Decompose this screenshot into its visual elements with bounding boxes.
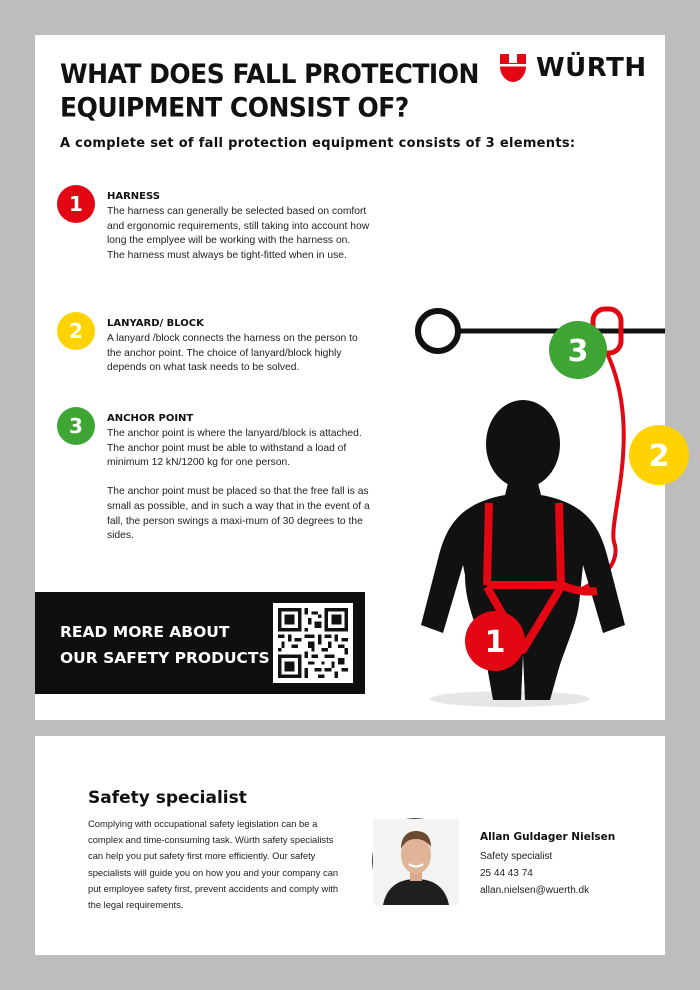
badge-3: 3 <box>567 334 589 369</box>
wurth-logo-icon <box>498 52 528 84</box>
element-title: LANYARD/ BLOCK <box>107 318 204 329</box>
contact-name: Allan Guldager Nielsen <box>480 831 616 843</box>
specialist-card <box>35 736 665 955</box>
poster-headline: WHAT DOES FALL PROTECTION EQUIPMENT CONSIST OF? <box>60 58 479 123</box>
specialist-description: Complying with occupational safety legislation can be a complex and time-consuming task. Würth safety specialists can help you put safety first more efficiently. Our safety specialists will guide you on how you and your company can put employee safety first, prevent accidents and comply with the legal requirements. <box>88 818 339 911</box>
contact-info <box>480 829 615 899</box>
number-badge: 1 <box>57 185 95 223</box>
specialist-title: Safety specialist <box>88 788 247 808</box>
avatar <box>372 818 458 904</box>
element-title: HARNESS <box>107 191 160 202</box>
brand-name: WÜRTH <box>536 53 647 83</box>
wurth-logo[interactable] <box>498 50 648 86</box>
poster-subtitle: A complete set of fall protection equipment consists of 3 elements: <box>60 136 576 151</box>
qr-code-icon[interactable] <box>273 603 353 683</box>
poster-card <box>35 35 670 720</box>
read-more-link[interactable]: READ MORE ABOUT OUR SAFETY PRODUCTS <box>60 623 270 667</box>
element-title: ANCHOR POINT <box>107 413 194 424</box>
element-description: The harness can generally be selected based on comfort and ergonomic requirements, still taking into account how long the emplyee will be working with the harness on. The harness must always be tight-fitted when in use. <box>107 206 370 261</box>
fall-protection-illustration <box>415 295 670 715</box>
contact-role: Safety specialist <box>480 851 553 862</box>
contact-email[interactable]: allan.nielsen@wuerth.dk <box>480 885 590 896</box>
badge-2: 2 <box>648 439 670 474</box>
contact-phone[interactable]: 25 44 43 74 <box>480 868 533 879</box>
person-figure <box>421 400 625 700</box>
number-badge: 3 <box>57 407 95 445</box>
element-description: The anchor point is where the lanyard/block is attached. The anchor point must be able to withstand a load of minimum 12 kN/1200 kg for one person. The anchor point must be placed so that the free fall is as small as possible, and in such a way that in the event of a fall, the person swings a maxi-mum of 30 degrees to the sides. <box>107 428 370 542</box>
read-more-banner[interactable] <box>35 592 365 694</box>
element-description: A lanyard /block connects the harness on the person to the anchor point. The choice of lanyard/block highly depends on what task needs to be solved. <box>107 333 358 374</box>
number-badge: 2 <box>57 312 95 350</box>
badge-1: 1 <box>484 625 506 660</box>
